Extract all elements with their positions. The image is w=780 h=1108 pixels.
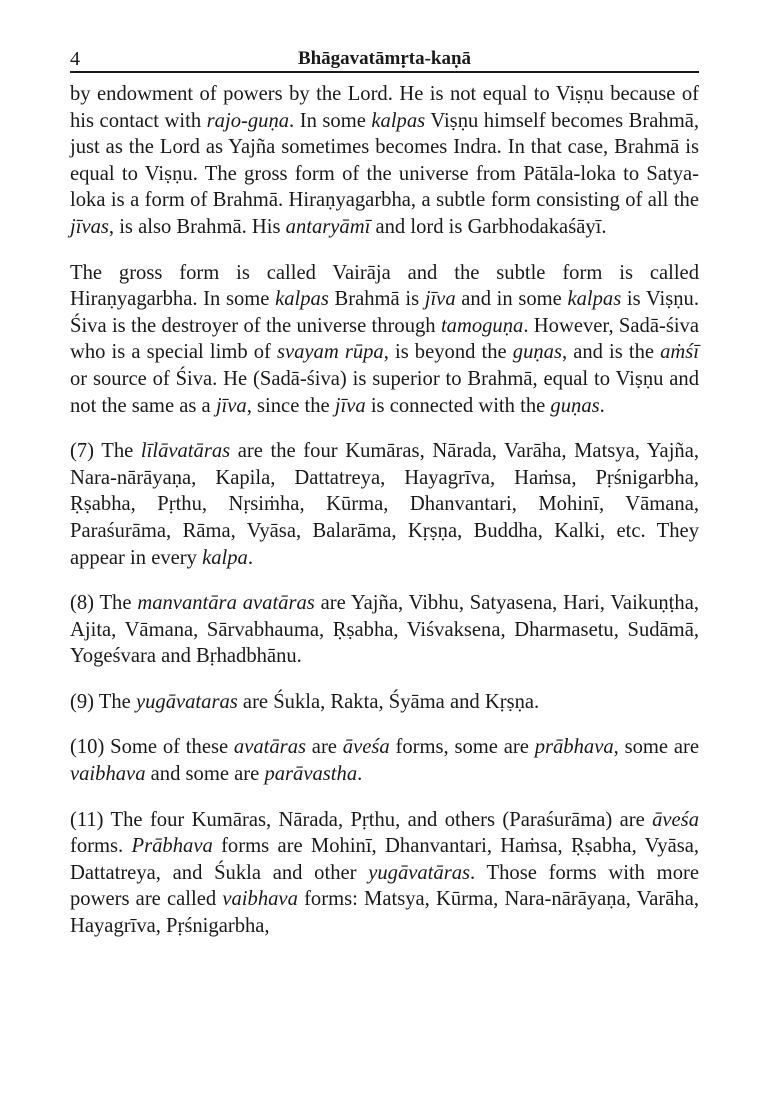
paragraph-gap: [70, 571, 699, 590]
paragraph-11-avesa-prabhava-vaibhava: [70, 807, 699, 940]
text-run: forms.: [70, 835, 132, 858]
paragraph-gap: [70, 715, 699, 734]
paragraph-9-yugavataras: [70, 689, 699, 716]
text-run: .: [599, 394, 605, 417]
italic-term: manvantāra avatāras: [137, 592, 315, 615]
text-run: Brahmā is: [328, 288, 425, 311]
running-title: Bhāgavatāmṛta-kaṇā: [297, 48, 472, 69]
italic-term: jīva: [334, 394, 366, 417]
italic-term: jīva: [215, 394, 247, 417]
text-run: , some are: [613, 736, 700, 759]
text-run: forms are Mohinī, Dhanvantari, Haṁsa, Ṛṣabha, Vyāsa, Dattatreya, and Śukla and other: [70, 835, 700, 884]
text-run: , since the: [246, 394, 335, 417]
paragraph-brahma-powers: [70, 81, 699, 241]
text-run: , is also Brahmā. His: [108, 215, 286, 238]
italic-term: guṇas: [550, 394, 600, 417]
text-run: by endowment of powers by the Lord. He is not equal to Viṣṇu because of his contact with: [70, 83, 699, 132]
text-run: , is beyond the: [383, 341, 513, 364]
italic-term: antaryāmī: [285, 215, 371, 238]
italic-term: āveśa: [342, 736, 390, 759]
paragraph-gap: [70, 670, 699, 689]
italic-term: prābhava: [534, 736, 614, 759]
text-run: (9) The: [70, 690, 136, 713]
book-page: [70, 44, 699, 940]
paragraph-10-avatara-forms: [70, 734, 699, 787]
italic-term: jīva: [424, 288, 456, 311]
italic-term: kalpa: [202, 546, 248, 569]
italic-term: rajo-guṇa: [206, 109, 290, 132]
text-run: and in some: [455, 288, 568, 311]
page-number: 4: [70, 48, 80, 70]
text-run: is connected with the: [365, 394, 551, 417]
text-run: and lord is Garbhodakaśāyī.: [370, 215, 607, 238]
italic-term: yugāvataras: [135, 690, 238, 713]
italic-term: avatāras: [233, 736, 306, 759]
italic-term: guṇas: [512, 341, 562, 364]
italic-term: kalpas: [371, 109, 426, 132]
text-run: are Śukla, Rakta, Śyāma and Kṛṣṇa.: [237, 690, 540, 713]
paragraph-gap: [70, 241, 699, 260]
text-run: The gross form is called Vairāja and the subtle form is called Hiraṇyagarbha. In some: [70, 261, 699, 311]
text-run: are Yajña, Vibhu, Satyasena, Hari, Vaikuṇṭha, Ajita, Vāmana, Sārvabhauma, Ṛṣabha, Viśvaksena, Dharmasetu, Sudāmā, Yogeśvara and Bṛhadbhānu.: [70, 592, 699, 668]
italic-term: vaibhava: [70, 763, 146, 786]
text-run: . In some: [289, 109, 372, 132]
text-run: forms, some are: [389, 736, 535, 759]
text-run: (10) Some of these: [70, 736, 234, 759]
paragraph-gap: [70, 419, 699, 438]
text-run: (11) The four Kumāras, Nārada, Pṛthu, and others (Paraśurāma) are: [70, 808, 653, 831]
paragraph-vairaja-hiranyagarbha: [70, 260, 699, 420]
page-header: [70, 44, 699, 73]
italic-term: kalpas: [275, 288, 329, 311]
text-run: are: [306, 736, 343, 759]
text-run: are the four Kumāras, Nārada, Varāha, Matsya, Yajña, Nara-nārāyaṇa, Kapila, Dattatreya, Hayagrīva, Haṁsa, Pṛśnigarbha, Ṛṣabha, Pṛthu, Nṛsiṁha, Kūrma, Dhanvantari, Mohinī, Vāmana, Paraśurāma, Rāma, Vyāsa, Balarāma, Kṛṣṇa, Buddha, Kalki, etc. They appear in every: [70, 440, 699, 569]
text-run: Viṣṇu himself becomes Brahmā, just as the Lord as Yajña sometimes becomes Indra. In that case, Brahmā is equal to Viṣṇu. The gross form of the universe from Pātāla-loka to Satya-loka is a form of Brahmā. Hiraṇyagarbha, a subtle form consisting of all the: [70, 109, 699, 212]
text-run: or source of Śiva. He (Sadā-śiva) is superior to Brahmā, equal to Viṣṇu and not the same as a: [70, 367, 699, 417]
italic-term: parāvastha: [264, 763, 358, 786]
italic-term: vaibhava: [222, 888, 298, 911]
text-run: . However, Sadā-śiva who is a special limb of: [70, 314, 699, 364]
italic-term: āveśa: [652, 808, 699, 831]
text-run: and some are: [145, 763, 265, 786]
paragraph-7-lilavataras: [70, 438, 699, 571]
text-run: .: [247, 546, 253, 569]
italic-term: yugāvatāras: [368, 861, 471, 884]
text-run: .: [357, 763, 363, 786]
italic-term: tamoguṇa: [440, 314, 524, 337]
italic-term: līlāvatāras: [140, 440, 231, 463]
italic-term: kalpas: [567, 288, 622, 311]
text-run: (8) The: [70, 592, 138, 615]
text-run: forms: Matsya, Kūrma, Nara-nārāyaṇa, Varāha, Hayagrīva, Pṛśnigarbha,: [70, 888, 699, 938]
italic-term: svayam rūpa: [276, 341, 384, 364]
paragraph-gap: [70, 788, 699, 807]
paragraph-8-manvantara-avataras: [70, 590, 699, 670]
text-run: , and is the: [561, 341, 661, 364]
italic-term: aṁśī: [660, 341, 700, 364]
italic-term: jīvas: [70, 215, 109, 238]
italic-term: Prābhava: [131, 835, 213, 858]
text-run: is Viṣṇu. Śiva is the destroyer of the universe through: [70, 288, 699, 337]
text-run: . Those forms with more powers are called: [70, 861, 699, 911]
text-run: (7) The: [70, 440, 141, 463]
